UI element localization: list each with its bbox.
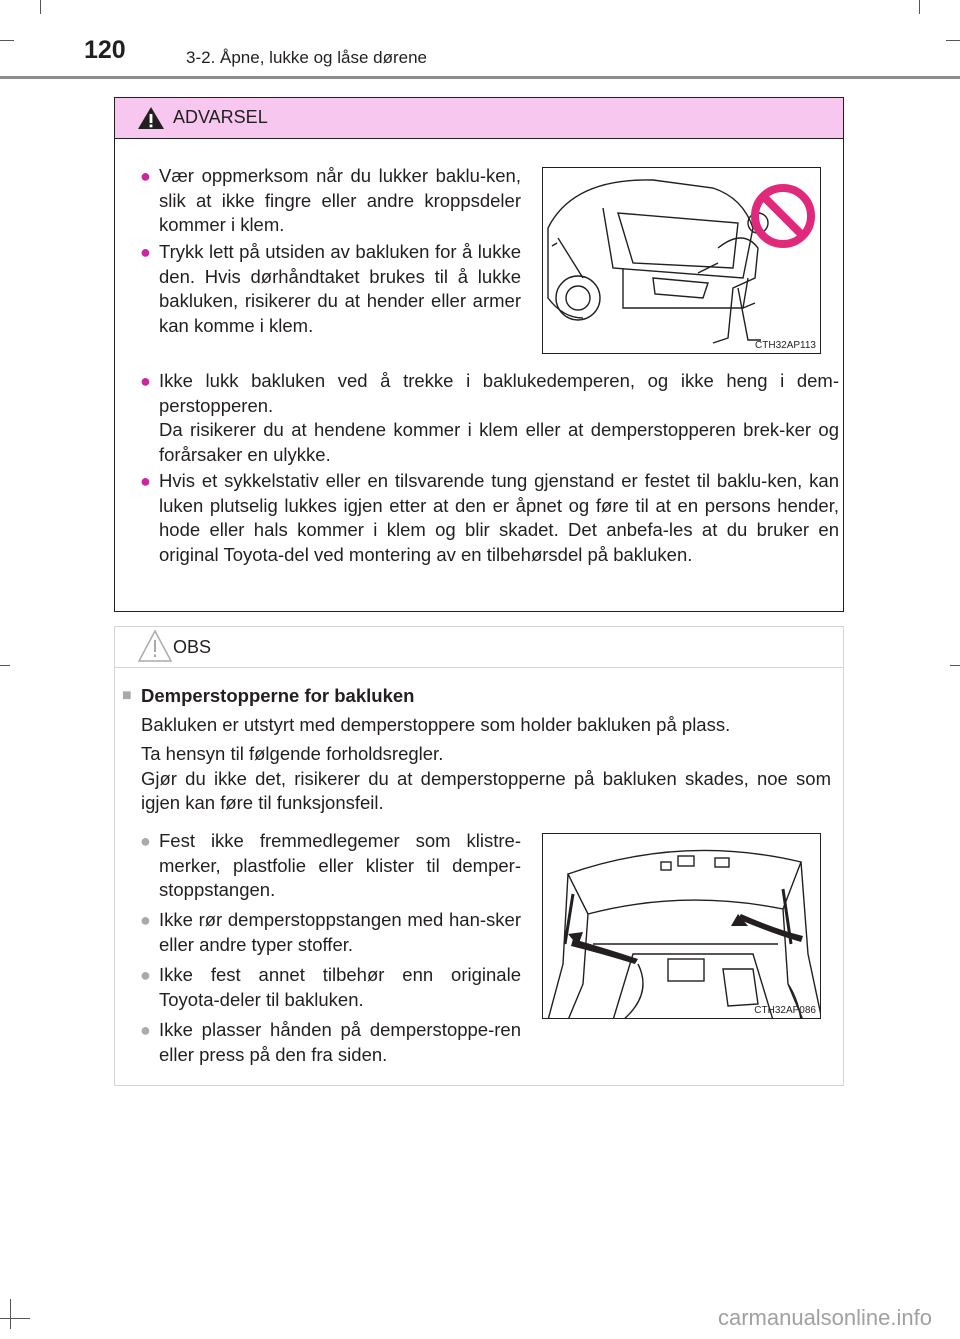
tailgate-damper-illustration: [542, 833, 821, 1019]
notice-label: OBS: [173, 637, 212, 657]
watermark: carmanualsonline.info: [717, 1305, 932, 1330]
bullet-text: Ikke plasser hånden på demperstoppe-ren eller press på den fra siden.: [159, 1019, 521, 1065]
image-code: CTH32AP086: [754, 1005, 816, 1016]
header-rule: [0, 76, 960, 79]
warning-label: ADVARSEL: [173, 107, 268, 127]
notice-intro-text: Ta hensyn til følgende forholdsregler.: [141, 743, 444, 764]
bullet-dot-icon: ●: [140, 242, 151, 262]
page-header: [0, 0, 960, 80]
notice-bullet: [140, 908, 521, 957]
bullet-text: Fest ikke fremmedlegemer som klistre-merker, plastfolie eller klister til demper-stoppstangen.: [159, 830, 521, 900]
prohibited-icon: [749, 182, 817, 250]
notice-intro: Bakluken er utstyrt med demperstoppere som holder bakluken på plass.: [141, 714, 731, 735]
open-tailgate-drawing: [543, 834, 821, 1019]
bullet-text: Da risikerer du at hendene kommer i klem eller at demperstopperen brek-ker og forårsaker en ulykke.: [159, 419, 839, 465]
warning-box: [114, 97, 844, 612]
crop-mark: [10, 1299, 11, 1329]
crop-mark: [0, 1318, 30, 1319]
bullet-text: Hvis et sykkelstativ eller en tilsvarende tung gjenstand er festet til baklu-ken, kan luken plutselig lukkes igjen etter at den er åpnet og føre til at en persons hender, hode eller hals kommer i klem og blir skadet. Det anbefa-les at du bruker en original Toyota-del ved montering av en tilbehørsdel på bakluken.: [159, 470, 839, 565]
crop-mark: [950, 665, 960, 666]
bullet-dot-icon: ●: [140, 831, 151, 851]
warning-bullet: [140, 240, 521, 338]
notice-bullet: [140, 963, 521, 1012]
tailgate-closing-illustration: [542, 167, 821, 354]
bullet-dot-icon: ●: [140, 910, 151, 930]
bullet-text: Ikke fest annet tilbehør enn originale Toyota-deler til bakluken.: [159, 964, 521, 1010]
notice-box: [114, 626, 844, 1086]
section-title: 3-2. Åpne, lukke og låse dørene: [186, 48, 427, 67]
warning-bullet: [140, 469, 839, 567]
bullet-text: Ikke lukk bakluken ved å trekke i baklukedemperen, og ikke heng i dem-perstopperen.: [159, 370, 839, 416]
notice-intro-text: Gjør du ikke det, risikerer du at demperstopperne på bakluken skades, noe som igjen kan føre til funksjonsfeil.: [141, 767, 831, 813]
warning-bullet: [140, 369, 839, 467]
image-code: CTH32AP113: [755, 340, 816, 351]
crop-mark: [0, 665, 10, 666]
bullet-dot-icon: ●: [140, 965, 151, 985]
caution-triangle-icon: [137, 629, 173, 663]
bullet-dot-icon: ●: [140, 471, 151, 491]
bullet-dot-icon: ●: [140, 1020, 151, 1040]
bullet-text: Ikke rør demperstoppstangen med han-sker eller andre typer stoffer.: [159, 909, 521, 955]
warning-bullet: [140, 164, 521, 238]
warning-header: [115, 98, 843, 139]
bullet-text: Trykk lett på utsiden av bakluken for å lukke den. Hvis dørhåndtaket brukes til å lukke bakluken, risikerer du at hender eller armer kan komme i klem.: [159, 241, 521, 336]
warning-triangle-icon: [137, 106, 165, 130]
bullet-dot-icon: ●: [140, 371, 151, 391]
page-number: 120: [84, 36, 126, 64]
notice-heading-text: Demperstopperne for bakluken: [141, 685, 415, 706]
notice-bullet: [140, 1018, 521, 1067]
square-bullet-icon: ■: [122, 687, 132, 704]
bullet-dot-icon: ●: [140, 166, 151, 186]
notice-intro: [141, 742, 831, 816]
notice-heading: [122, 684, 831, 709]
notice-bullet: [140, 829, 521, 903]
notice-header: [115, 627, 843, 668]
bullet-text: Vær oppmerksom når du lukker baklu-ken, slik at ikke fingre eller andre kroppsdeler kommer i klem.: [159, 165, 521, 235]
